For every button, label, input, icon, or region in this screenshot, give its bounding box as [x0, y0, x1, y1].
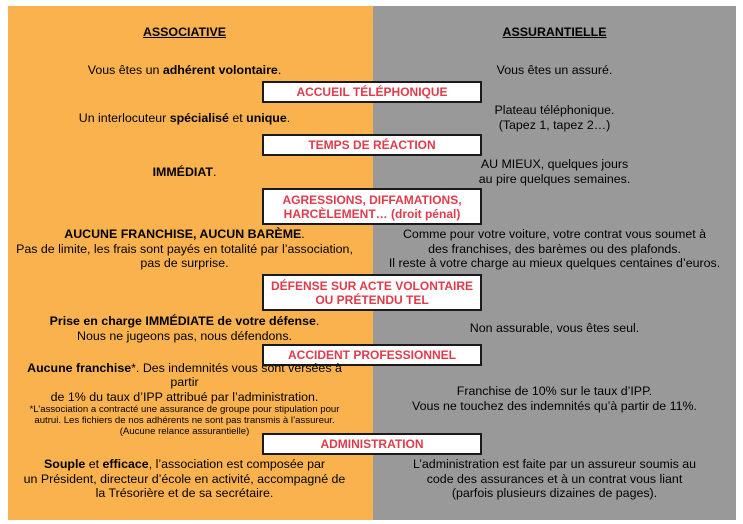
accident-left-line2: de 1% du taux d’IPP attribué par l’administration. [50, 389, 319, 404]
agressions-left-line2: Pas de limite, les frais sont payés en totalité par l’association, [16, 241, 353, 256]
left-header-cell [12, 22, 357, 42]
banner-defense-acte-volontaire [262, 274, 482, 311]
administration-right-line2: code des assurances et à un contrat vous liant [426, 471, 683, 486]
intro-right-text: Vous êtes un assuré. [496, 62, 613, 77]
administration-left-bold1: Souple [44, 457, 86, 472]
accident-left [12, 360, 357, 438]
banner-defense-line1: DÉFENSE SUR ACTE VOLONTAIRE [270, 278, 473, 293]
intro-left-post: . [277, 62, 282, 77]
agressions-right-line2: des franchises, des barèmes ou des plafonds. [428, 241, 681, 256]
intro-left [12, 60, 357, 80]
administration-left-bold2: efficace [102, 457, 149, 472]
reaction-right [378, 156, 731, 188]
intro-left-text [88, 63, 282, 78]
accueil-left-pre: Un interlocuteur [78, 110, 170, 125]
administration-left-mid: et [85, 457, 103, 472]
banner-accident-title: ACCIDENT PROFESSIONNEL [287, 348, 456, 362]
agressions-right-line3: Il reste à votre charge au mieux quelques centaines d’euros. [388, 256, 721, 271]
agressions-right [378, 227, 731, 271]
accident-left-line1-post: *. Des indemnités vous sont versées à partir [131, 360, 342, 390]
banner-reaction-title: TEMPS DE RÉACTION [308, 138, 436, 152]
administration-left [12, 456, 357, 502]
accueil-left [12, 106, 357, 130]
administration-left-line1 [44, 457, 325, 472]
accident-right-line1: Franchise de 10% sur le taux d’IPP. [456, 384, 653, 399]
administration-right-line3: (parfois plusieurs dizaines de pages). [451, 486, 658, 501]
accident-note-line1: *L’association a contracté une assurance de groupe pour stipulation pour [29, 404, 340, 416]
accueil-left-bold1: spécialisé [169, 110, 229, 125]
accident-left-line1 [12, 361, 357, 390]
defense-right [378, 318, 731, 338]
reaction-left-text [153, 165, 217, 180]
defense-left-bold: Prise en charge IMMÉDIATE de votre défense [49, 314, 316, 329]
administration-right-line1: L’administration est faite par un assureur soumis au [412, 457, 697, 472]
banner-defense-line2: OU PRÉTENDU TEL [315, 292, 429, 307]
banner-agressions-line1: AGRESSIONS, DIFFAMATIONS, [282, 192, 462, 207]
accueil-left-bold2: unique [246, 110, 287, 125]
accident-left-bold: Aucune franchise [27, 360, 132, 375]
defense-right-text: Non assurable, vous êtes seul. [469, 320, 640, 335]
right-header-cell [378, 22, 731, 42]
reaction-left [12, 160, 357, 184]
accident-note-line2: autrui. Les fichiers de nos adhérents ne sont pas transmis à l’assureur. [34, 415, 335, 427]
administration-left-line3: la Trésorière et de sa secrétaire. [95, 486, 274, 501]
defense-left-bold-post: . [315, 314, 320, 329]
agressions-left [12, 227, 357, 271]
banner-administration [262, 433, 482, 455]
reaction-left-bold: IMMÉDIAT [152, 164, 213, 179]
intro-left-pre: Vous êtes un [87, 62, 163, 77]
accident-right [378, 382, 731, 416]
intro-right [378, 60, 731, 80]
intro-left-bold: adhérent volontaire [162, 62, 278, 77]
accident-note-line3: (Aucune relance assurantielle) [119, 426, 250, 438]
agressions-left-bold-post: . [301, 227, 305, 242]
reaction-left-post: . [212, 164, 217, 179]
agressions-left-line1 [64, 227, 304, 242]
accueil-right-line2: (Tapez 1, tapez 2…) [498, 118, 611, 132]
banner-accueil-title: ACCUEIL TÉLÉPHONIQUE [296, 85, 448, 99]
administration-left-line1-post: , l’association est composée par [148, 457, 325, 472]
administration-right [378, 456, 731, 502]
reaction-right-line2: au pire quelques semaines. [478, 172, 631, 186]
reaction-right-line1: AU MIEUX, quelques jours [480, 157, 629, 172]
accueil-left-mid: et [228, 110, 247, 125]
accueil-right [378, 102, 731, 134]
accueil-left-post: . [286, 110, 291, 125]
banner-temps-de-reaction [262, 134, 482, 156]
banner-agressions [262, 188, 482, 225]
defense-left-line1 [50, 314, 320, 329]
banner-agressions-line2: HARCÈLEMENT… (droit pénal) [283, 206, 461, 221]
associative-header: ASSOCIATIVE [142, 24, 227, 39]
accident-right-line2: Vous ne touchez des indemnités qu’à partir de 11%. [412, 399, 697, 413]
agressions-right-line1: Comme pour votre voiture, votre contrat vous soumet à [402, 227, 706, 242]
agressions-left-bold: AUCUNE FRANCHISE, AUCUN BARÈME [64, 227, 302, 242]
accueil-left-text [79, 111, 290, 126]
administration-left-line2: un Président, directeur d’école en activité, accompagné de [23, 471, 346, 486]
defense-left-line2: Nous ne jugeons pas, nous défendons. [77, 329, 292, 343]
agressions-left-line3: pas de surprise. [140, 256, 229, 271]
banner-administration-title: ADMINISTRATION [320, 437, 424, 451]
banner-accueil-telephonique [262, 81, 482, 103]
assurantielle-header: ASSURANTIELLE [502, 24, 607, 39]
defense-left [12, 313, 357, 345]
accueil-right-line1: Plateau téléphonique. [494, 103, 615, 118]
